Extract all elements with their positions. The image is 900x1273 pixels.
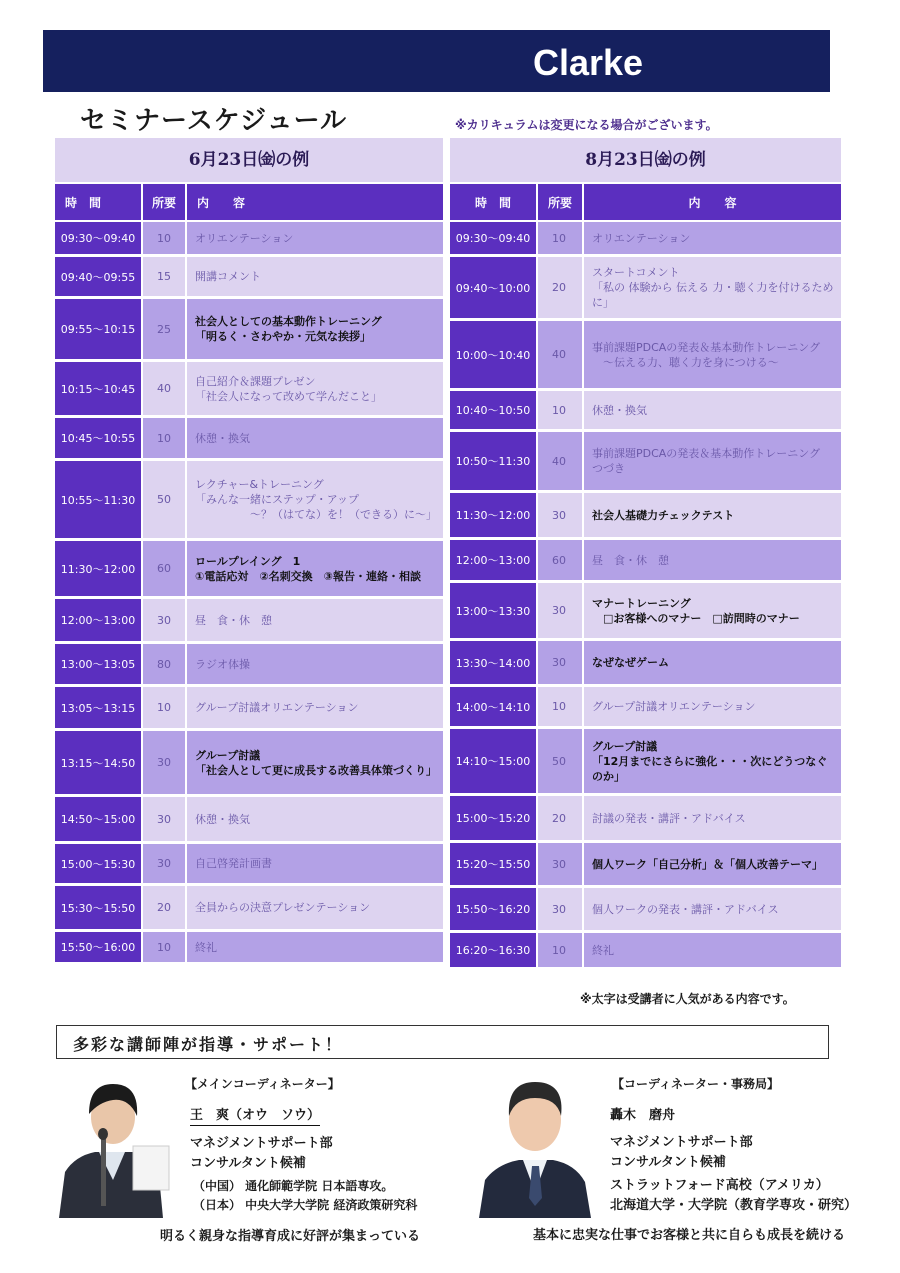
schedule-title: 6月23日㈮の例	[55, 138, 443, 182]
col-content: 内 容	[584, 184, 841, 220]
row-duration: 30	[538, 843, 582, 885]
row-duration: 60	[143, 541, 185, 596]
row-content: スタートコメント 「私の 体験から 伝える 力・聴く力を付けるため に」	[584, 257, 841, 318]
person-title: コンサルタント候補	[610, 1155, 726, 1170]
row-content: 事前課題PDCAの発表＆基本動作トレーニング つづき	[584, 432, 841, 490]
row-duration: 10	[143, 932, 185, 962]
row-time: 12:00～13:00	[450, 540, 536, 580]
row-duration: 30	[143, 797, 185, 841]
row-content: レクチャー&トレーニング 「みんな一緒にステップ・アップ ～？（はてな）を！（できる）に～」	[187, 461, 443, 538]
row-time: 09:40～09:55	[55, 257, 141, 296]
curriculum-note: ※カリキュラムは変更になる場合がございます。	[455, 118, 718, 132]
row-duration: 40	[538, 432, 582, 490]
row-content: 休憩・換気	[584, 391, 841, 429]
col-content: 内 容	[187, 184, 443, 220]
row-duration: 10	[143, 687, 185, 728]
row-content: 昼 食・休 憩	[187, 599, 443, 641]
row-time: 15:30～15:50	[55, 886, 141, 929]
person-edu-1: ストラットフォード高校（アメリカ）	[610, 1178, 829, 1193]
row-time: 09:40～10:00	[450, 257, 536, 318]
schedule-august	[450, 138, 841, 978]
row-content: グループ討議オリエンテーション	[584, 687, 841, 726]
row-time: 13:00～13:05	[55, 644, 141, 684]
brand-title: Clarke	[532, 42, 644, 83]
row-duration: 80	[143, 644, 185, 684]
row-time: 10:45～10:55	[55, 418, 141, 458]
row-content: グループ討議 「社会人として更に成長する改善具体策づくり」	[187, 731, 443, 794]
coordinator-photo	[55, 1072, 175, 1218]
popular-note: ※太字は受講者に人気がある内容です。	[580, 992, 795, 1006]
row-time: 15:50～16:00	[55, 932, 141, 962]
person-edu-2: （日本） 中央大学大学院 経済政策研究科	[193, 1198, 418, 1212]
row-content: グループ討議 「12月までにさらに強化・・・次にどうつなぐのか」	[584, 729, 841, 793]
person-role: 【コーディネーター・事務局】	[612, 1077, 780, 1091]
row-content: 討議の発表・講評・アドバイス	[584, 796, 841, 840]
row-duration: 20	[538, 796, 582, 840]
row-duration: 10	[538, 687, 582, 726]
row-duration: 50	[538, 729, 582, 793]
row-duration: 20	[538, 257, 582, 318]
row-content: 終礼	[187, 932, 443, 962]
row-content: グループ討議オリエンテーション	[187, 687, 443, 728]
row-content: ロールプレイング 1 ①電話応対 ②名刺交換 ③報告・連絡・相談	[187, 541, 443, 596]
row-duration: 30	[538, 888, 582, 930]
row-content: 自己啓発計画書	[187, 844, 443, 883]
row-time: 16:20～16:30	[450, 933, 536, 967]
header-banner	[43, 30, 830, 92]
row-time: 09:30～09:40	[55, 222, 141, 254]
row-duration: 30	[538, 583, 582, 638]
row-time: 09:30～09:40	[450, 222, 536, 254]
row-content: オリエンテーション	[187, 222, 443, 254]
row-time: 11:30～12:00	[450, 493, 536, 537]
row-content: 休憩・換気	[187, 418, 443, 458]
row-time: 13:00～13:30	[450, 583, 536, 638]
row-content: 休憩・換気	[187, 797, 443, 841]
row-content: 個人ワークの発表・講評・アドバイス	[584, 888, 841, 930]
col-time: 時 間	[450, 184, 536, 220]
row-time: 13:15～14:50	[55, 731, 141, 794]
person-edu-2: 北海道大学・大学院（教育学専攻・研究）	[610, 1198, 858, 1213]
col-min: 所要	[538, 184, 582, 220]
person-title: コンサルタント候補	[190, 1156, 306, 1171]
row-duration: 10	[538, 933, 582, 967]
col-min: 所要	[143, 184, 185, 220]
row-duration: 30	[143, 731, 185, 794]
row-duration: 30	[143, 599, 185, 641]
row-time: 09:55～10:15	[55, 299, 141, 359]
row-content: 個人ワーク「自己分析」＆「個人改善テーマ」	[584, 843, 841, 885]
row-content: オリエンテーション	[584, 222, 841, 254]
row-content: なぜなぜゲーム	[584, 641, 841, 684]
row-duration: 10	[538, 222, 582, 254]
page-title: セミナースケジュール	[80, 106, 348, 136]
row-time: 14:00～14:10	[450, 687, 536, 726]
row-content: マナートレーニング □お客様へのマナー □訪問時のマナー	[584, 583, 841, 638]
support-heading: 多彩な講師陣が指導・サポート！	[73, 1035, 344, 1054]
row-content: 全員からの決意プレゼンテーション	[187, 886, 443, 929]
person-tagline: 基本に忠実な仕事でお客様と共に自らも成長を続ける	[533, 1228, 846, 1243]
person-dept: マネジメントサポート部	[190, 1136, 333, 1151]
row-content: ラジオ体操	[187, 644, 443, 684]
row-duration: 30	[143, 844, 185, 883]
row-duration: 30	[538, 641, 582, 684]
row-time: 13:30～14:00	[450, 641, 536, 684]
person-dept: マネジメントサポート部	[610, 1135, 753, 1150]
row-time: 11:30～12:00	[55, 541, 141, 596]
row-content: 社会人としての基本動作トレーニング 「明るく・さわやか・元気な挨拶」	[187, 299, 443, 359]
row-content: 社会人基礎力チェックテスト	[584, 493, 841, 537]
row-duration: 10	[143, 222, 185, 254]
row-duration: 15	[143, 257, 185, 296]
row-time: 10:50～11:30	[450, 432, 536, 490]
row-time: 10:55～11:30	[55, 461, 141, 538]
row-duration: 60	[538, 540, 582, 580]
row-content: 自己紹介＆課題プレゼン 「社会人になって改めて学んだこと」	[187, 362, 443, 415]
schedule-title: 8月23日㈮の例	[450, 138, 841, 182]
person-name: 轟木 磨舟	[610, 1108, 676, 1123]
person-edu-1: （中国） 通化師範学院 日本語専攻。	[193, 1179, 394, 1193]
row-duration: 10	[538, 391, 582, 429]
person-tagline: 明るく親身な指導育成に好評が集まっている	[160, 1229, 421, 1244]
row-time: 10:15～10:45	[55, 362, 141, 415]
row-duration: 25	[143, 299, 185, 359]
row-time: 10:00～10:40	[450, 321, 536, 388]
row-time: 15:50～16:20	[450, 888, 536, 930]
row-time: 14:50～15:00	[55, 797, 141, 841]
schedule-june	[55, 138, 443, 978]
row-duration: 20	[143, 886, 185, 929]
coordinator-photo	[473, 1068, 598, 1218]
row-time: 15:20～15:50	[450, 843, 536, 885]
row-duration: 30	[538, 493, 582, 537]
row-content: 昼 食・休 憩	[584, 540, 841, 580]
row-duration: 40	[538, 321, 582, 388]
person-role: 【メインコーディネーター】	[185, 1077, 340, 1091]
row-content: 事前課題PDCAの発表＆基本動作トレーニング ～伝える力、聴く力を身につける～	[584, 321, 841, 388]
row-time: 10:40～10:50	[450, 391, 536, 429]
col-time: 時 間	[55, 184, 141, 220]
row-content: 終礼	[584, 933, 841, 967]
row-duration: 10	[143, 418, 185, 458]
row-time: 12:00～13:00	[55, 599, 141, 641]
row-content: 開講コメント	[187, 257, 443, 296]
row-time: 15:00～15:20	[450, 796, 536, 840]
row-duration: 40	[143, 362, 185, 415]
row-time: 13:05～13:15	[55, 687, 141, 728]
row-duration: 50	[143, 461, 185, 538]
row-time: 14:10～15:00	[450, 729, 536, 793]
person-name: 王 爽（オウ ソウ）	[190, 1104, 320, 1126]
support-box	[56, 1025, 829, 1059]
row-time: 15:00～15:30	[55, 844, 141, 883]
